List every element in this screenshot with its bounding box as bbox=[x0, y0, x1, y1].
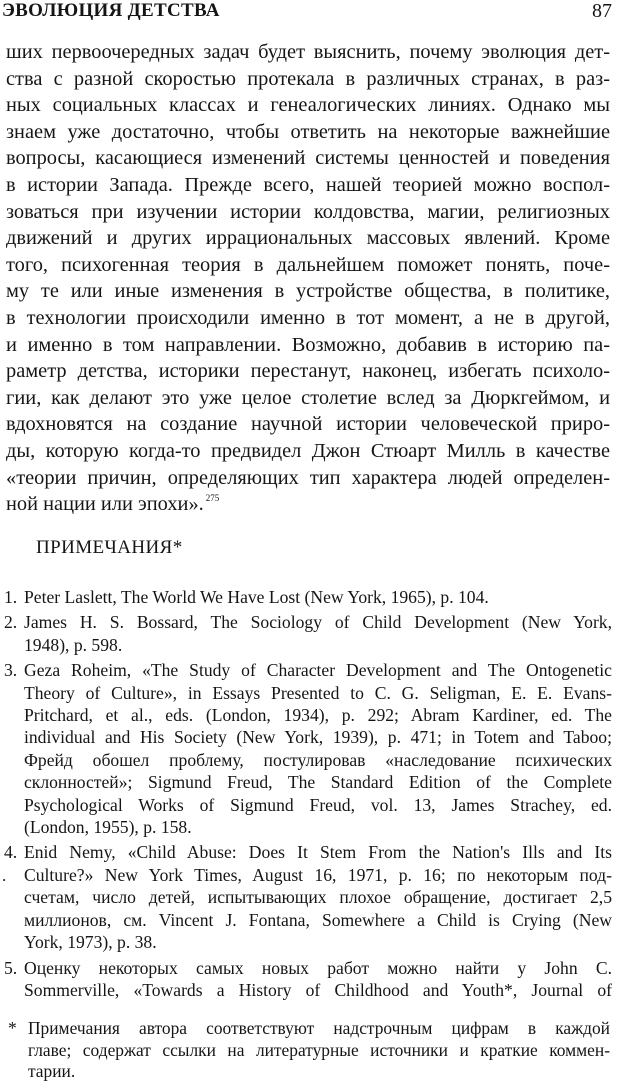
note-line: счетам, число детей, испытывающих плохое обращение, достигает 2,5 bbox=[24, 887, 612, 908]
note-text bbox=[24, 841, 612, 953]
note-number: 3. bbox=[4, 660, 18, 681]
body-line: того, психогенная теория в дальнейшем поможет понять, поче- bbox=[6, 253, 610, 276]
note-line: миллионов, см. Vincent J. Fontana, Somewhere a Child is Crying (New bbox=[24, 909, 612, 930]
note-text bbox=[24, 586, 612, 608]
body-line-last bbox=[6, 491, 610, 518]
note-number: 2. bbox=[4, 612, 18, 633]
note-line: склонностей»; Sigmund Freud, The Standard Edition of the Complete bbox=[24, 772, 612, 793]
footnote-line: тарии. bbox=[28, 1061, 76, 1082]
body-line: му те или иные изменения в устройстве общества, в политике, bbox=[6, 280, 610, 303]
note-item bbox=[4, 659, 612, 838]
body-line-text: ной нации или эпохи». bbox=[6, 493, 204, 516]
note-line: Peter Laslett, The World We Have Lost (New York, 1965), p. 104. bbox=[24, 587, 489, 607]
note-line: Sommerville, «Towards a History of Childhood and Youth*, Journal of bbox=[24, 979, 612, 1000]
running-header bbox=[2, 0, 612, 26]
body-line: движений и других иррациональных массовых явлений. Кроме bbox=[6, 227, 610, 250]
note-number: 5. bbox=[4, 957, 18, 978]
body-line: зоваться при изучении истории колдовства, магии, религиозных bbox=[6, 200, 610, 223]
note-item bbox=[4, 611, 612, 656]
footnote-text bbox=[8, 1018, 610, 1083]
body-line: вдохновятся на создание научной истории человеческой приро- bbox=[6, 413, 610, 436]
note-line: Фрейд обошел проблему, постулировав «наследование психических bbox=[24, 749, 612, 770]
body-line: раметр детства, историки перестанут, наконец, избегать психоло- bbox=[6, 360, 610, 383]
note-number: 4. bbox=[4, 842, 18, 863]
notes-list bbox=[4, 586, 612, 1004]
note-text bbox=[24, 957, 612, 1002]
body-line: вопросы, касающиеся изменений системы ценностей и поведения bbox=[6, 147, 610, 170]
footnote-mark: * bbox=[8, 1018, 17, 1038]
note-line: Geza Roheim, «The Study of Character Development and The Ontogenetic bbox=[24, 660, 612, 681]
note-line: Enid Nemy, «Child Abuse: Does It Stem From the Nation's Ills and Its bbox=[24, 842, 612, 863]
body-line: в истории Запада. Прежде всего, нашей теорией можно воспол- bbox=[6, 173, 610, 196]
note-reference: 275 bbox=[205, 493, 220, 504]
body-paragraph bbox=[6, 39, 610, 518]
note-line: (London, 1955), p. 158. bbox=[24, 817, 192, 838]
body-line: «теории причин, определяющих тип характера людей определен- bbox=[6, 466, 610, 489]
stray-mark: . bbox=[2, 866, 7, 885]
footnote-line: Примечания автора соответствуют надстрочным цифрам в каждой bbox=[28, 1018, 610, 1038]
note-text bbox=[24, 611, 612, 656]
note-line: Psychological Works of Sigmund Freud, vol. 13, James Strachey, ed. bbox=[24, 794, 612, 815]
body-line: гии, как делают это уже целое столетие вслед за Дюркгеймом, и bbox=[6, 386, 610, 409]
body-line: знаем уже достаточно, чтобы ответить на некоторые важнейшие bbox=[6, 120, 610, 143]
note-line: York, 1973), p. 38. bbox=[24, 932, 157, 953]
page-number: 87 bbox=[592, 0, 612, 22]
body-line: ных социальных классах и генеалогических линиях. Однако мы bbox=[6, 94, 610, 117]
note-text bbox=[24, 659, 612, 838]
note-line: James H. S. Bossard, The Sociology of Child Development (New York, bbox=[24, 612, 612, 633]
notes-heading: ПРИМЕЧАНИЯ* bbox=[36, 537, 183, 558]
body-line: и именно в том направлении. Возможно, добавив в историю па- bbox=[6, 333, 610, 356]
note-line: Pritchard, et al., eds. (London, 1934), p. 292; Abram Kardiner, ed. The bbox=[24, 705, 612, 726]
body-line: ды, которую когда-то предвидел Джон Стюарт Милль в качестве bbox=[6, 439, 610, 462]
note-line: Culture?» New York Times, August 16, 1971, p. 16; по некоторым под- bbox=[24, 864, 612, 885]
note-item bbox=[4, 841, 612, 953]
note-line: Theory of Culture», in Essays Presented to C. G. Seligman, E. E. Evans- bbox=[24, 682, 612, 703]
body-line: ства с разной скоростью протекала в различных странах, в раз- bbox=[6, 67, 610, 90]
footnote-line: главе; содержат ссылки на литературные источники и краткие коммен- bbox=[28, 1039, 610, 1060]
note-number: 1. bbox=[4, 587, 18, 607]
note-item bbox=[4, 957, 612, 1002]
running-title: ЭВОЛЮЦИЯ ДЕТСТВА bbox=[2, 0, 220, 21]
note-line: Оценку некоторых самых новых работ можно найти у John C. bbox=[24, 957, 612, 978]
note-line: individual and His Society (New York, 1939), p. 471; in Totem and Taboo; bbox=[24, 727, 612, 748]
body-line: ших первоочередных задач будет выяснить, почему эволюция дет- bbox=[6, 41, 610, 63]
body-line: в технологии происходили именно в тот момент, а не в другой, bbox=[6, 306, 610, 329]
note-line: 1948), p. 598. bbox=[24, 634, 123, 655]
footnote bbox=[8, 1018, 610, 1083]
note-item bbox=[4, 586, 612, 608]
